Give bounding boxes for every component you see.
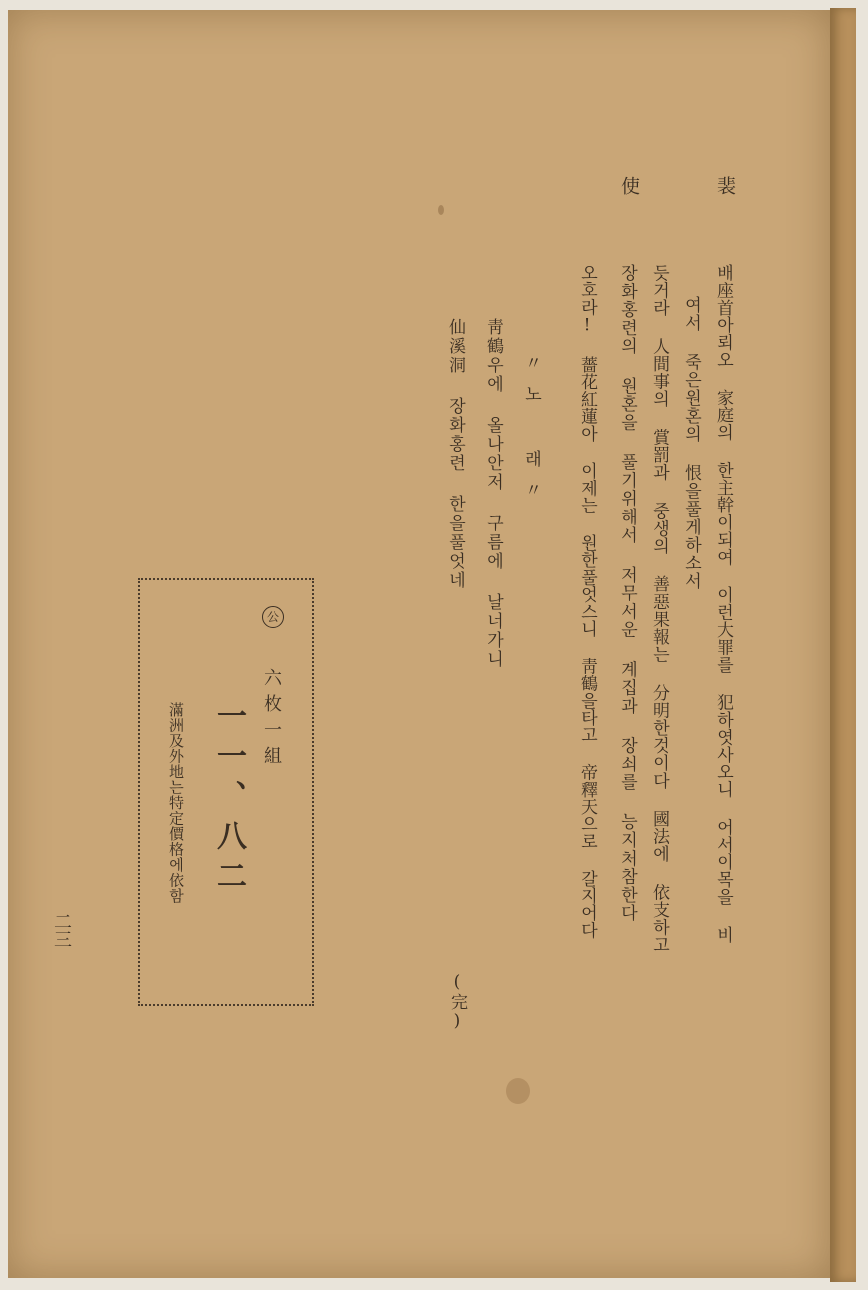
page-number: 二三 [51,912,72,948]
stain-mark [506,1078,530,1104]
song-title: 〃노 래〃 [521,354,541,512]
dialogue-line: 오호라! 薔花紅蓮아 이제는 원한풀엇스니 靑鶴을타고 帝釋天으로 갈지어다 [577,264,597,939]
stamp-price: 一一、八二 [211,700,246,900]
dialogue-line: 장화홍련의 원혼을 풀기위해서 저무서운 계집과 장쇠를 능지처참한다 [617,264,637,923]
official-mark: 公 [262,606,284,628]
song-line: 靑鶴우에 올나안저 구름에 날너가니 [483,318,503,669]
stain-mark [438,205,444,215]
dialogue-line: 듯거라 人間事의 賞罰과 중생의 善惡果報는 分明한것이다 國法에 依支하고 [649,264,669,954]
stamp-count: 六枚一組 [261,668,282,772]
speaker-bae: 裴 [714,176,736,195]
stamp-note: 滿洲及外地는特定價格에依함 [167,702,185,904]
dialogue-line: 배座首아뢰오 家庭의 한主幹이되여 이런大罪를 犯하엿사오니 어서이목을 비 [713,264,733,944]
song-line: 仙溪洞 장화홍련 한을풀엇네 [445,318,465,590]
dialogue-line: 여서 죽은원혼의 恨을풀게하소서 [681,296,701,590]
book-spine [830,8,856,1282]
end-mark: (完) [447,972,467,1032]
speaker-sa: 使 [618,176,640,195]
document-page [8,10,830,1278]
